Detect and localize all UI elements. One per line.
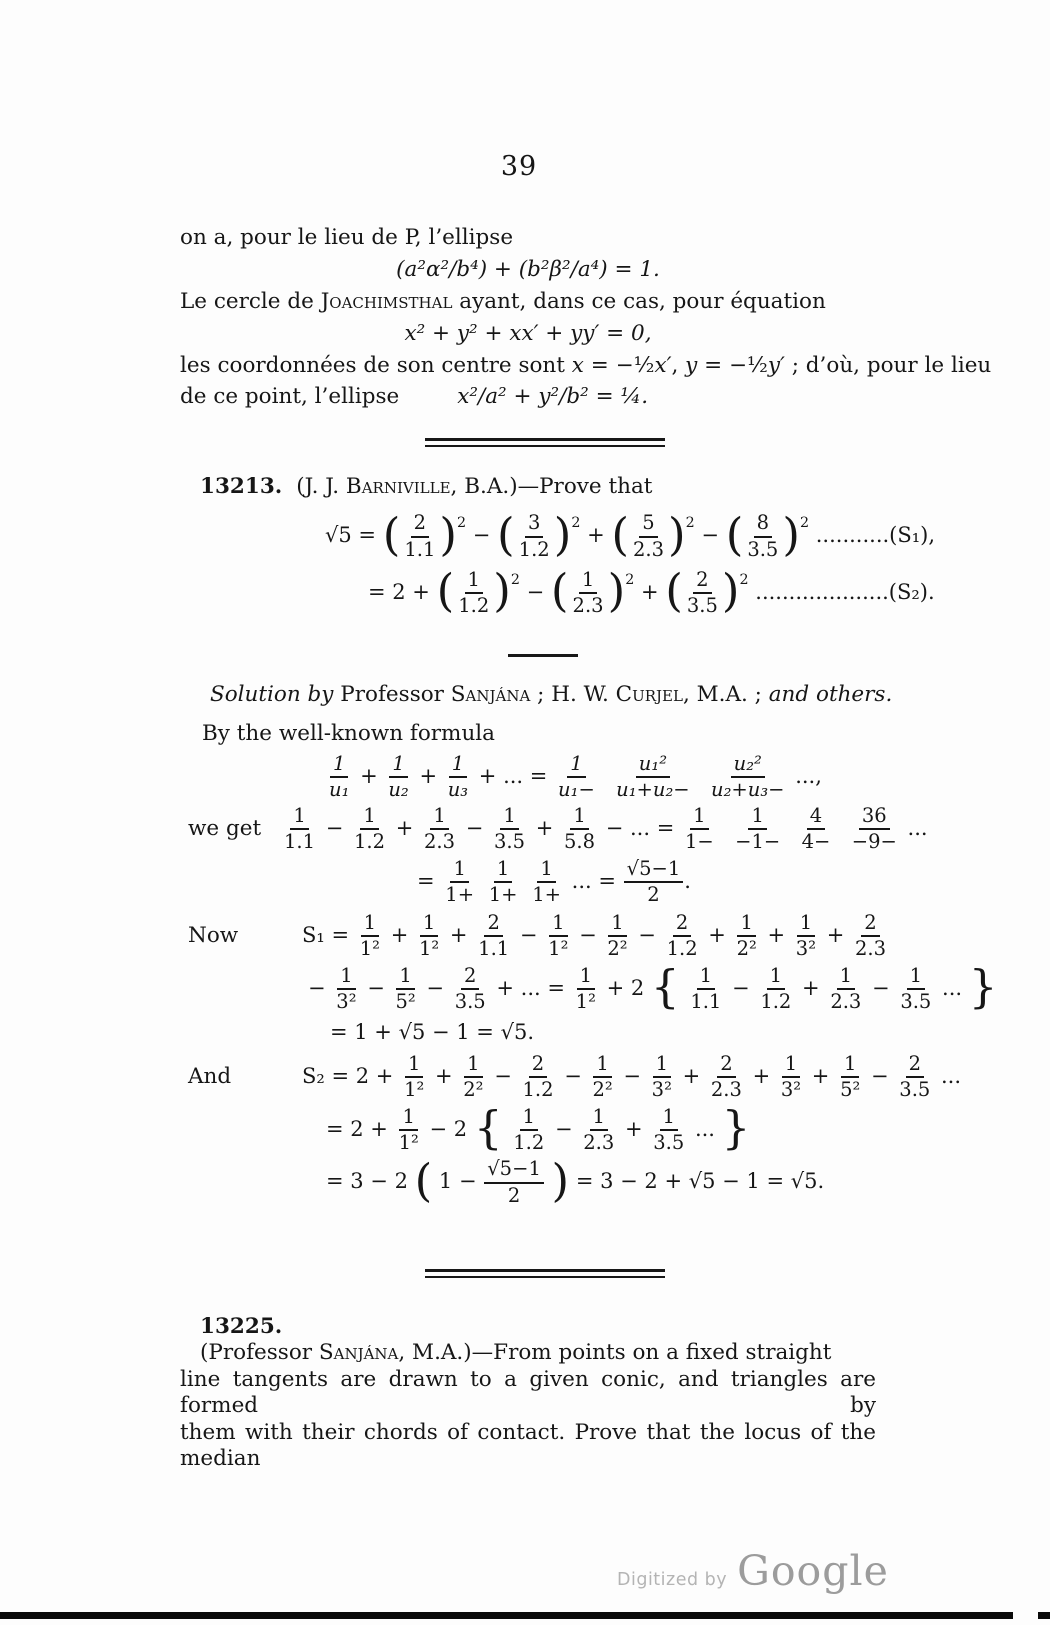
we-get-line bbox=[180, 804, 928, 854]
section-divider-double-rule bbox=[425, 1269, 665, 1278]
problem-number: 13213. bbox=[200, 474, 283, 499]
circle-equation: x² + y² + xx′ + yy′ = 0, bbox=[404, 321, 652, 346]
french-solution-section bbox=[180, 222, 992, 412]
section-divider-double-rule bbox=[425, 438, 665, 447]
s1-expansion-line-1 bbox=[180, 911, 887, 961]
s1-equation-continuation: − $\frac{1}{\text{3²}}$ − $\frac{1}{\text{5²}}$ − $\frac{2}{3.5}$ + ... = $\frac{1}{\text{1²}}$ + 2 { $\frac{1}{1.1}$ − $\frac{1}{1.2}$ + $\frac{1}{2.3}$ − $\frac{1}{3.5}$ ... } bbox=[308, 959, 998, 1013]
equation-s2 bbox=[180, 564, 935, 618]
s1-result: = 1 + √5 − 1 = √5. bbox=[330, 1020, 534, 1045]
formula-body: $\frac{1}{\text{u₁}}$ + $\frac{1}{\text{u₂}}$ + $\frac{1}{\text{u₃}}$ + ... = $\frac{1}{\text{u₁−}}$ $\frac{\text{u₁²}}{\text{u₁+u₂−}}$ $\frac{\text{u₂²}}{\text{u₂+u₃−}}$ ..., bbox=[329, 751, 822, 801]
s1-expansion-line-2 bbox=[180, 959, 998, 1014]
french-text-line bbox=[180, 381, 876, 412]
problem-number: 13225. bbox=[200, 1313, 283, 1339]
problem-heading bbox=[180, 1314, 876, 1367]
s1-result-line bbox=[180, 1017, 876, 1047]
s2-result: = 3 − 2 ( 1 − $\frac{√5-1}{2}$ ) = 3 − 2 + √5 − 1 = √5. bbox=[326, 1153, 825, 1207]
solution-intro: By the well-known formula bbox=[202, 720, 495, 746]
digitized-by-text: Digitized by bbox=[617, 1570, 728, 1590]
problem-heading bbox=[180, 471, 876, 502]
s2-equation-continuation: = 2 + $\frac{1}{\text{1²}}$ − 2 { $\frac{1}{1.2}$ − $\frac{1}{2.3}$ + $\frac{1}{3.5}$ ... } bbox=[326, 1100, 751, 1154]
locus-equation: x²/a² + y²/b² = ¼. bbox=[457, 384, 649, 409]
french-text-line: les coordonnées de son centre sont x = −½x′, y = −½y′ ; d’où, pour le lieu bbox=[180, 353, 992, 378]
s2-result-line bbox=[180, 1153, 876, 1207]
equation-s1-body: √5 = ( $\frac{2}{1.1}$ )$^2$ − ( $\frac{3}{1.2}$ )$^2$ + ( $\frac{5}{2.3}$ )$^2$ − ( $\frac{8}{3.5}$ )$^2$ ...........(S₁), bbox=[325, 507, 936, 561]
equation-s1 bbox=[180, 507, 936, 561]
french-text-line: on a, pour le lieu de P, l’ellipse bbox=[180, 225, 514, 250]
problem-text-line: them with their chords of contact. Prove that the locus of the median bbox=[180, 1419, 876, 1472]
problem-13225-section bbox=[180, 1314, 876, 1473]
scan-edge-bar bbox=[0, 1612, 1013, 1619]
now-label: Now bbox=[188, 922, 239, 948]
equation-s2-body: = 2 + ( $\frac{1}{1.2}$ )$^2$ − ( $\frac{1}{2.3}$ )$^2$ + ( $\frac{2}{3.5}$ )$^2$ ....................(S₂). bbox=[368, 564, 935, 618]
s2-equation-body: S₂ = 2 + $\frac{1}{\text{1²}}$ + $\frac{1}{\text{2²}}$ − $\frac{2}{1.2}$ − $\frac{1}{\text{2²}}$ − $\frac{1}{\text{3²}}$ + $\frac{2}{2.3}$ + $\frac{1}{\text{3²}}$ + $\frac{1}{\text{5²}}$ − $\frac{2}{3.5}$ ... bbox=[302, 1052, 962, 1102]
ellipse-equation: (a²α²/b⁴) + (b²β²/a⁴) = 1. bbox=[396, 257, 660, 282]
we-get-label: we get bbox=[188, 815, 262, 841]
problem-text-line: line tangents are drawn to a given conic, and triangles are formed by bbox=[180, 1366, 876, 1419]
s2-expansion-line-1 bbox=[180, 1052, 962, 1102]
page-content bbox=[180, 150, 998, 1473]
s2-expansion-line-2 bbox=[180, 1100, 876, 1155]
google-logo: Google bbox=[737, 1547, 889, 1595]
french-text-line: Le cercle de Joachimsthal ayant, dans ce cas, pour équation bbox=[180, 289, 826, 314]
we-get-equation: $\frac{1}{1.1}$ − $\frac{1}{1.2}$ + $\frac{1}{2.3}$ − $\frac{1}{3.5}$ + $\frac{1}{5.8}$ − ... = $\frac{1}{1-}$ $\frac{1}{-1-}$ $\frac{4}{4-}$ $\frac{36}{-9-}$ ... bbox=[284, 804, 928, 854]
problem-author: (Professor Sanjána, M.A.)—From points on a fixed straight bbox=[200, 1340, 832, 1366]
and-label: And bbox=[188, 1063, 232, 1089]
french-text-label: de ce point, l’ellipse bbox=[180, 384, 400, 409]
digitization-footer bbox=[617, 1547, 889, 1595]
solution-section bbox=[180, 657, 998, 1207]
problem-13213-section bbox=[180, 471, 936, 618]
scan-edge-mark bbox=[1038, 1612, 1050, 1619]
solution-attribution: Solution by Professor Sanjána ; H. W. Curjel, M.A. ; and others. bbox=[210, 681, 893, 707]
page-number: 39 bbox=[500, 151, 538, 182]
problem-author: (J. J. Barniville, B.A.)—Prove that bbox=[296, 474, 653, 499]
continued-fraction-line bbox=[180, 858, 876, 907]
s1-equation-body: S₁ = $\frac{1}{\text{1²}}$ + $\frac{1}{\text{1²}}$ + $\frac{2}{1.1}$ − $\frac{1}{\text{1²}}$ − $\frac{1}{\text{2²}}$ − $\frac{2}{1.2}$ + $\frac{1}{\text{2²}}$ + $\frac{1}{\text{3²}}$ + $\frac{2}{2.3}$ bbox=[302, 911, 887, 961]
continued-fraction-body: = $\frac{1}{1+}$ $\frac{1}{1+}$ $\frac{1}{1+}$ ... = $\frac{√5-1}{2}$ . bbox=[417, 856, 691, 906]
well-known-formula bbox=[180, 753, 876, 802]
